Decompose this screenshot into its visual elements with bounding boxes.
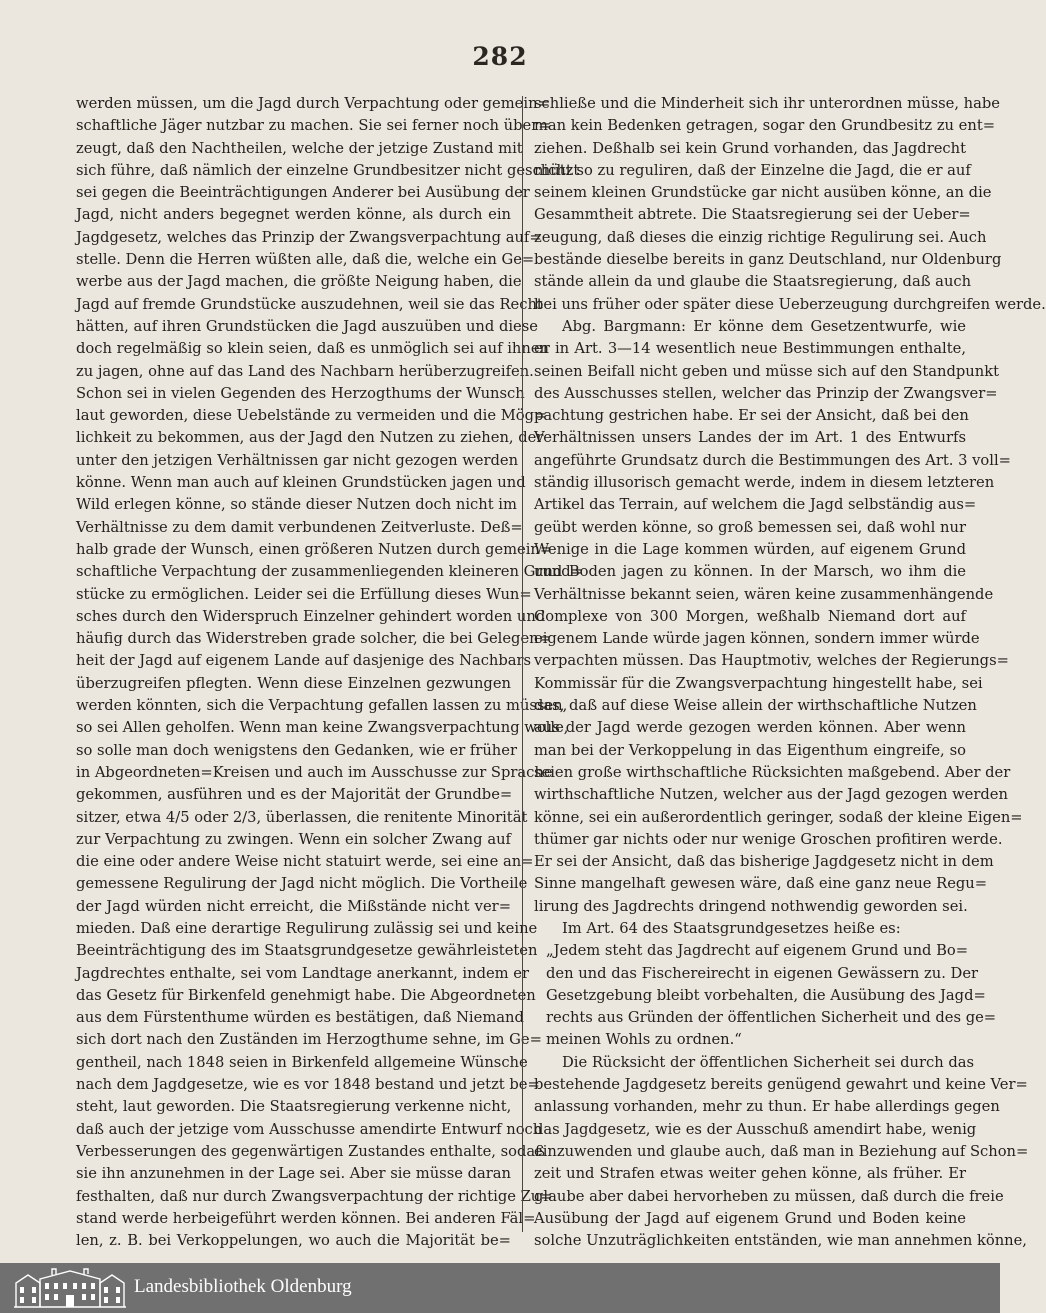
text-line: Ausübung der Jagd auf eigenem Grund und Boden keine (534, 1209, 966, 1227)
text-line: den und das Fischereirecht in eigenen Gewässern zu. Der (546, 964, 979, 982)
text-line: festhalten, daß nur durch Zwangsverpachtung der richtige Zu= (76, 1187, 553, 1205)
text-line: aus der Jagd werde gezogen werden können. Aber wenn (534, 719, 966, 737)
text-line: seinen Beifall nicht geben und müsse sich auf den Standpunkt (534, 362, 1000, 380)
text-line: anlassung vorhanden, mehr zu thun. Er habe allerdings gegen (534, 1098, 1000, 1116)
text-line: zu jagen, ohne auf das Land des Nachbarn herüberzugreifen. (76, 362, 534, 380)
text-line: Jagdgesetz, welches das Prinzip der Zwangsverpachtung auf= (76, 228, 542, 246)
text-line: aus dem Fürstenthume würden es bestätigen, daß Niemand (76, 1009, 524, 1027)
text-line: zeugung, daß dieses die einzig richtige Regulirung sei. Auch (534, 228, 987, 246)
text-line: Gesammtheit abtrete. Die Staatsregierung sei der Ueber= (534, 206, 971, 224)
text-line: Verhältnissen unsers Landes der im Art. 1 des Entwurfs (534, 429, 966, 447)
text-line: der Jagd würden nicht erreicht, die Mißstände nicht ver= (76, 897, 511, 915)
text-line: Wild erlegen könne, so stände dieser Nutzen doch nicht im (76, 496, 517, 514)
text-line: hätten, auf ihren Grundstücken die Jagd auszuüben und diese (76, 317, 538, 335)
text-line: gekommen, ausführen und es der Majorität der Grundbe= (76, 786, 513, 804)
text-line: doch regelmäßig so klein seien, daß es unmöglich sei auf ihnen (76, 340, 550, 358)
text-line: das Gesetz für Birkenfeld genehmigt habe. Die Abgeordneten (76, 986, 536, 1004)
text-line: man bei der Verkoppelung in das Eigenthum eingreife, so (534, 741, 966, 759)
text-line: nicht so zu reguliren, daß der Einzelne die Jagd, die er auf (534, 161, 971, 179)
text-line: Jagdrechtes enthalte, sei vom Landtage anerkannt, indem er (76, 964, 529, 982)
text-line: sei gegen die Beeinträchtigungen Anderer bei Ausübung der (76, 184, 530, 202)
text-line: bestehende Jagdgesetz bereits genügend gewahrt und keine Ver= (534, 1076, 1028, 1094)
text-line: des Ausschusses stellen, welcher das Prinzip der Zwangsver= (534, 384, 998, 402)
text-line: die eine oder andere Weise nicht statuirt werde, sei eine an= (76, 853, 534, 871)
text-line: werbe aus der Jagd machen, die größte Neigung haben, die (76, 273, 522, 291)
text-line: Schon sei in vielen Gegenden des Herzogthums der Wunsch (76, 384, 525, 402)
text-line: ständig illusorisch gemacht werde, indem in diesem letzteren (534, 474, 995, 492)
text-line: er in Art. 3—14 wesentlich neue Bestimmungen enthalte, (534, 340, 966, 358)
text-line: sich dort nach den Zuständen im Herzogthume sehne, im Ge= (76, 1031, 542, 1049)
text-line: Verbesserungen des gegenwärtigen Zustandes enthalte, sodaß (76, 1142, 545, 1160)
text-line: zeit und Strafen etwas weiter gehen könne, als früher. Er (534, 1165, 966, 1183)
text-line: angeführte Grundsatz durch die Bestimmungen des Art. 3 voll= (534, 451, 1011, 469)
text-line: Artikel das Terrain, auf welchem die Jagd selbständig aus= (534, 496, 977, 514)
text-line: rechts aus Gründen der öffentlichen Sicherheit und des ge= (546, 1009, 997, 1027)
text-line: pachtung gestrichen habe. Er sei der Ansicht, daß bei den (534, 407, 969, 425)
text-line: in Abgeordneten=Kreisen und auch im Ausschusse zur Sprache (76, 763, 553, 781)
text-line: Beeinträchtigung des im Staatsgrundgesetze gewährleisteten (76, 942, 538, 960)
text-line: sches durch den Widerspruch Einzelner gehindert worden und (76, 607, 546, 625)
text-line: Kommissär für die Zwangsverpachtung hingestellt habe, sei (534, 674, 983, 692)
text-line: schaftliche Jäger nutzbar zu machen. Sie sei ferner noch über= (76, 117, 551, 135)
text-line: mieden. Daß eine derartige Regulirung zulässig sei und keine (76, 919, 538, 937)
footer-bar (0, 1263, 1000, 1313)
text-line: so solle man doch wenigstens den Gedanken, wie er früher (76, 741, 517, 759)
text-line: nach dem Jagdgesetze, wie es vor 1848 bestand und jetzt be= (76, 1076, 540, 1094)
text-line: das Jagdgesetz, wie es der Ausschuß amendirt habe, wenig (534, 1120, 977, 1138)
text-line: schließe und die Minderheit sich ihr unterordnen müsse, habe (534, 95, 1000, 112)
text-line: wirthschaftliche Nutzen, welcher aus der Jagd gezogen werden (534, 786, 1008, 804)
text-line: häufig durch das Widerstreben grade solcher, die bei Gelegen= (76, 630, 551, 648)
text-line: zur Verpachtung zu zwingen. Wenn ein solcher Zwang auf (76, 830, 511, 848)
text-line: laut geworden, diese Uebelstände zu vermeiden und die Mög= (76, 407, 547, 425)
text-line: stelle. Denn die Herren wüßten alle, daß die, welche ein Ge= (76, 251, 535, 269)
text-line: Sinne mangelhaft gewesen wäre, daß eine ganz neue Regu= (534, 875, 988, 893)
text-line: thümer gar nichts oder nur wenige Groschen profitiren werde. (534, 830, 1003, 848)
text-line: Im Art. 64 des Staatsgrundgesetzes heiße es: (562, 919, 901, 937)
text-line: bei uns früher oder später diese Ueberzeugung durchgreifen werde. (534, 295, 1046, 313)
text-line: „Jedem steht das Jagdrecht auf eigenem Grund und Bo= (546, 942, 969, 960)
text-line: werden könnten, sich die Verpachtung gefallen lassen zu müssen, (76, 697, 568, 715)
text-line: steht, laut geworden. Die Staatsregierung verkenne nicht, (76, 1098, 512, 1116)
page-number: 282 (472, 42, 528, 71)
text-line: gemessene Regulirung der Jagd nicht möglich. Die Vortheile (76, 875, 528, 893)
text-line: stände allein da und glaube die Staatsregierung, daß auch (534, 273, 972, 291)
text-line: Jagd, nicht anders begegnet werden könne, als durch ein (76, 206, 511, 224)
text-line: lirung des Jagdrechts dringend nothwendig geworden sei. (534, 897, 968, 915)
text-line: geübt werden könne, so groß bemessen sei, daß wohl nur (534, 518, 966, 536)
text-line: verpachten müssen. Das Hauptmotiv, welches der Regierungs= (534, 652, 1009, 670)
text-line: daß auch der jetzige vom Ausschusse amendirte Entwurf noch (76, 1120, 543, 1138)
text-line: solche Unzuträglichkeiten entständen, wie man annehmen könne, (534, 1232, 1027, 1250)
text-line: seien große wirthschaftliche Rücksichten maßgebend. Aber der (534, 763, 1011, 781)
text-line: gentheil, nach 1848 seien in Birkenfeld allgemeine Wünsche (76, 1053, 528, 1071)
text-line: halb grade der Wunsch, einen größeren Nutzen durch gemein= (76, 540, 553, 558)
text-line: Wenige in die Lage kommen würden, auf eigenem Grund (534, 540, 966, 558)
text-line: überzugreifen pflegten. Wenn diese Einzelnen gezwungen (76, 674, 511, 692)
text-line: Verhältnisse bekannt seien, wären keine zusammenhängende (534, 585, 994, 603)
text-line: ziehen. Deßhalb sei kein Grund vorhanden, das Jagdrecht (534, 139, 966, 157)
text-line: seinem kleinen Grundstücke gar nicht ausüben könne, an die (534, 184, 992, 202)
text-line: Die Rücksicht der öffentlichen Sicherheit sei durch das (562, 1053, 975, 1071)
text-line: einzuwenden und glaube auch, daß man in Beziehung auf Schon= (534, 1142, 1029, 1160)
text-line: Gesetzgebung bleibt vorbehalten, die Ausübung des Jagd= (546, 986, 986, 1004)
library-building-icon (14, 1267, 126, 1309)
right-text-column (534, 93, 1046, 1252)
text-line: so sei Allen geholfen. Wenn man keine Zwangsverpachtung wolle, (76, 719, 569, 737)
text-line: Jagd auf fremde Grundstücke auszudehnen, weil sie das Recht (76, 295, 543, 313)
column-divider (522, 96, 523, 1232)
text-line: glaube aber dabei hervorheben zu müssen, daß durch die freie (534, 1187, 1004, 1205)
text-line: sie ihn anzunehmen in der Lage sei. Aber sie müsse daran (76, 1165, 512, 1183)
text-line: werden müssen, um die Jagd durch Verpachtung oder gemein= (76, 95, 550, 112)
text-line: beständе dieselbe bereits in ganz Deutschland, nur Oldenburg (534, 251, 1002, 269)
text-line: stand werde herbeigeführt werden können. Bei anderen Fäl= (76, 1209, 536, 1227)
text-line: unter den jetzigen Verhältnissen gar nicht gezogen werden (76, 451, 519, 469)
text-line: Complexe von 300 Morgen, weßhalb Niemand dort auf (534, 607, 966, 625)
text-line: sitzer, etwa 4/5 oder 2/3, überlassen, die renitente Minorität (76, 808, 528, 826)
text-line: stücke zu ermöglichen. Leider sei die Erfüllung dieses Wun= (76, 585, 532, 603)
text-line: lichkeit zu bekommen, aus der Jagd den Nutzen zu ziehen, der (76, 429, 544, 447)
text-line: könne. Wenn man auch auf kleinen Grundstücken jagen und (76, 474, 526, 492)
left-text-column (76, 93, 583, 1252)
text-line: und Boden jagen zu können. In der Marsch, wo ihm die (534, 563, 966, 581)
text-line: man kein Bedenken getragen, sogar den Grundbesitz zu ent= (534, 117, 996, 135)
text-line: len, z. B. bei Verkoppelungen, wo auch die Majorität be= (76, 1232, 511, 1250)
text-line: könne, sei ein außerordentlich geringer, sodaß der kleine Eigen= (534, 808, 1023, 826)
text-line: Abg. Bargmann: Er könne dem Gesetzentwurfe, wie (562, 317, 966, 335)
text-line: schaftliche Verpachtung der zusammenliegenden kleineren Grund= (76, 563, 583, 581)
text-line: sich führe, daß nämlich der einzelne Grundbesitzer nicht geschützt (76, 161, 580, 179)
text-line: heit der Jagd auf eigenem Lande auf dasjenige des Nachbars (76, 652, 532, 670)
text-line: eigenem Lande würde jagen können, sondern immer würde (534, 630, 980, 648)
library-name: Landesbibliothek Oldenburg (134, 1276, 352, 1297)
text-line: Er sei der Ansicht, daß das bisherige Jagdgesetz nicht in dem (534, 853, 994, 871)
text-line: Verhältnisse zu dem damit verbundenen Zeitverluste. Deß= (76, 518, 523, 536)
text-line: meinen Wohls zu ordnen.“ (546, 1031, 742, 1049)
text-line: das, daß auf diese Weise allein der wirthschaftliche Nutzen (534, 697, 977, 715)
text-line: zeugt, daß den Nachtheilen, welche der jetzige Zustand mit (76, 139, 523, 157)
